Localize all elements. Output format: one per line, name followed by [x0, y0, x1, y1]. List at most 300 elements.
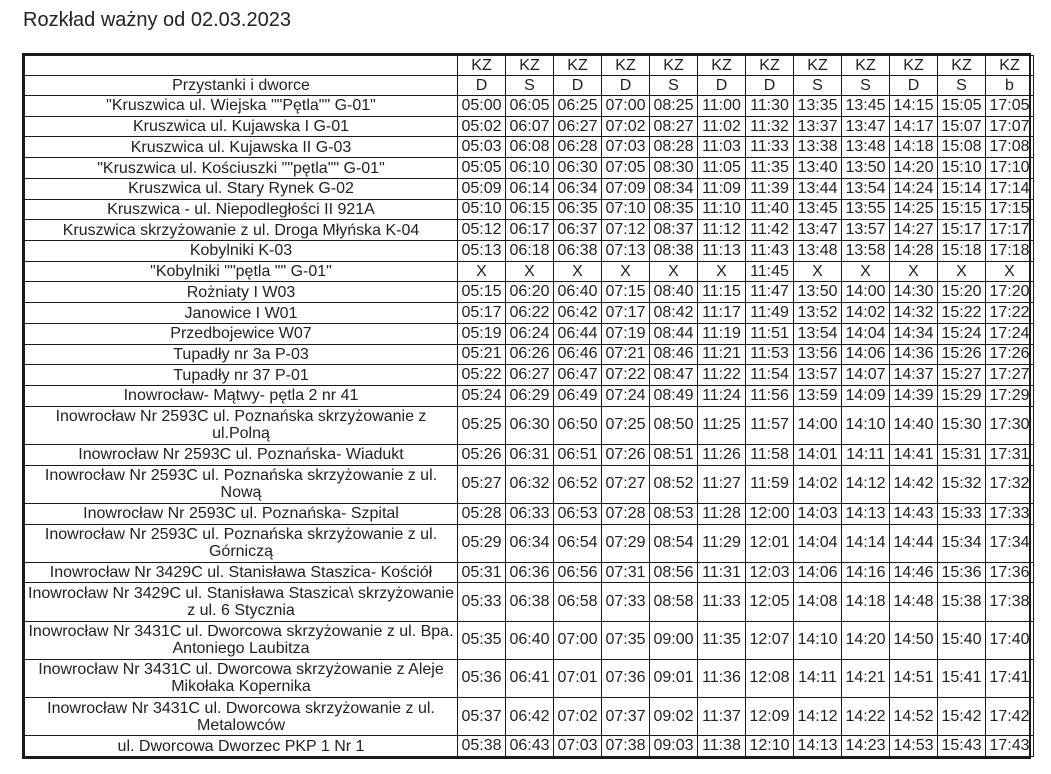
departure-time-cell: 06:42: [506, 697, 554, 735]
departure-time-cell: X: [938, 261, 986, 282]
departure-time-cell: 06:38: [506, 583, 554, 621]
table-row: [25, 137, 1034, 158]
departure-time-cell: 14:28: [890, 241, 938, 262]
departure-time-cell: 14:43: [890, 503, 938, 524]
departure-time-cell: 17:32: [986, 465, 1034, 503]
departure-time-cell: 13:45: [842, 96, 890, 117]
departure-time-cell: 06:32: [506, 465, 554, 503]
departure-time-cell: 14:10: [842, 406, 890, 444]
day-symbol-cell: S: [842, 76, 890, 96]
departure-time-cell: 14:12: [842, 465, 890, 503]
departure-time-cell: 17:42: [986, 697, 1034, 735]
departure-time-cell: 08:35: [650, 199, 698, 220]
departure-time-cell: 14:53: [890, 736, 938, 757]
departure-time-cell: 11:56: [746, 386, 794, 407]
departure-time-cell: 15:27: [938, 365, 986, 386]
departure-time-cell: 08:25: [650, 96, 698, 117]
departure-time-cell: 11:35: [746, 158, 794, 179]
departure-time-cell: 14:23: [842, 736, 890, 757]
departure-time-cell: 06:51: [554, 444, 602, 465]
departure-time-cell: 07:26: [602, 444, 650, 465]
day-symbol-cell: S: [938, 76, 986, 96]
departure-time-cell: 14:44: [890, 524, 938, 562]
departure-time-cell: 15:22: [938, 303, 986, 324]
departure-time-cell: 11:40: [746, 199, 794, 220]
departure-time-cell: 17:40: [986, 621, 1034, 659]
departure-time-cell: 14:08: [794, 583, 842, 621]
departure-time-cell: 11:22: [698, 365, 746, 386]
departure-time-cell: 06:14: [506, 178, 554, 199]
departure-time-cell: 13:47: [842, 116, 890, 137]
departure-time-cell: 05:02: [458, 116, 506, 137]
departure-time-cell: 15:41: [938, 659, 986, 697]
departure-time-cell: 07:35: [602, 621, 650, 659]
departure-time-cell: 05:03: [458, 137, 506, 158]
departure-time-cell: 13:47: [794, 220, 842, 241]
departure-time-cell: 17:20: [986, 282, 1034, 303]
departure-time-cell: 15:38: [938, 583, 986, 621]
page-title: Rozkład ważny od 02.03.2023: [23, 9, 291, 31]
departure-time-cell: 14:36: [890, 344, 938, 365]
departure-time-cell: 08:34: [650, 178, 698, 199]
departure-time-cell: 06:43: [506, 736, 554, 757]
departure-time-cell: 14:13: [794, 736, 842, 757]
departure-time-cell: 14:30: [890, 282, 938, 303]
departure-time-cell: 14:04: [794, 524, 842, 562]
departure-time-cell: 14:01: [794, 444, 842, 465]
departure-time-cell: 08:54: [650, 524, 698, 562]
departure-time-cell: 05:26: [458, 444, 506, 465]
departure-time-cell: 08:42: [650, 303, 698, 324]
departure-time-cell: 11:24: [698, 386, 746, 407]
departure-time-cell: 07:03: [554, 736, 602, 757]
departure-time-cell: 11:58: [746, 444, 794, 465]
departure-time-cell: 17:27: [986, 365, 1034, 386]
departure-time-cell: 11:09: [698, 178, 746, 199]
departure-time-cell: 15:18: [938, 241, 986, 262]
departure-time-cell: X: [794, 261, 842, 282]
departure-time-cell: 06:35: [554, 199, 602, 220]
departure-time-cell: 05:13: [458, 241, 506, 262]
departure-time-cell: 11:47: [746, 282, 794, 303]
departure-time-cell: 05:22: [458, 365, 506, 386]
departure-time-cell: 06:54: [554, 524, 602, 562]
departure-time-cell: 06:30: [554, 158, 602, 179]
departure-time-cell: 12:07: [746, 621, 794, 659]
timetable-container: [22, 53, 1031, 759]
departure-time-cell: 06:34: [506, 524, 554, 562]
departure-time-cell: 06:05: [506, 96, 554, 117]
departure-time-cell: 06:42: [554, 303, 602, 324]
stop-name-cell: Rożniaty I W03: [25, 282, 458, 303]
departure-time-cell: 12:00: [746, 503, 794, 524]
stop-name-cell: "Kruszwica ul. Wiejska ""Pętla"" G-01": [25, 96, 458, 117]
departure-time-cell: 08:58: [650, 583, 698, 621]
departure-time-cell: 11:51: [746, 323, 794, 344]
table-row: [25, 365, 1034, 386]
departure-time-cell: 11:45: [746, 261, 794, 282]
departure-time-cell: 06:40: [506, 621, 554, 659]
departure-time-cell: 17:14: [986, 178, 1034, 199]
table-row: [25, 344, 1034, 365]
departure-time-cell: 17:31: [986, 444, 1034, 465]
departure-time-cell: 05:15: [458, 282, 506, 303]
departure-time-cell: 11:28: [698, 503, 746, 524]
departure-time-cell: 07:02: [602, 116, 650, 137]
departure-time-cell: 17:15: [986, 199, 1034, 220]
departure-time-cell: 05:21: [458, 344, 506, 365]
departure-time-cell: 11:59: [746, 465, 794, 503]
departure-time-cell: 13:50: [842, 158, 890, 179]
stop-name-cell: Inowrocław Nr 3429C ul. Stanisława Staszica\ skrzyżowanie z ul. 6 Stycznia: [25, 583, 458, 621]
departure-time-cell: 14:02: [794, 465, 842, 503]
departure-time-cell: 14:15: [890, 96, 938, 117]
carrier-cell: KZ: [986, 56, 1034, 76]
table-row: [25, 659, 1034, 697]
departure-time-cell: 11:12: [698, 220, 746, 241]
departure-time-cell: 11:49: [746, 303, 794, 324]
carrier-cell: KZ: [698, 56, 746, 76]
departure-time-cell: 09:03: [650, 736, 698, 757]
day-symbol-cell: S: [506, 76, 554, 96]
departure-time-cell: 11:29: [698, 524, 746, 562]
table-row: [25, 96, 1034, 117]
departure-time-cell: 11:15: [698, 282, 746, 303]
day-symbol-cell: D: [890, 76, 938, 96]
departure-time-cell: 05:00: [458, 96, 506, 117]
departure-time-cell: 08:50: [650, 406, 698, 444]
departure-time-cell: 06:08: [506, 137, 554, 158]
departure-time-cell: 17:36: [986, 562, 1034, 583]
departure-time-cell: 13:59: [794, 386, 842, 407]
departure-time-cell: 06:20: [506, 282, 554, 303]
departure-time-cell: 06:37: [554, 220, 602, 241]
departure-time-cell: 08:44: [650, 323, 698, 344]
departure-time-cell: 06:26: [506, 344, 554, 365]
departure-time-cell: 06:10: [506, 158, 554, 179]
stop-name-cell: Inowrocław- Mątwy- pętla 2 nr 41: [25, 386, 458, 407]
departure-time-cell: 07:36: [602, 659, 650, 697]
departure-time-cell: 15:40: [938, 621, 986, 659]
stop-name-cell: "Kruszwica ul. Kościuszki ""pętla"" G-01": [25, 158, 458, 179]
departure-time-cell: 17:26: [986, 344, 1034, 365]
departure-time-cell: 13:37: [794, 116, 842, 137]
departure-time-cell: 06:40: [554, 282, 602, 303]
day-symbol-cell: D: [554, 76, 602, 96]
departure-time-cell: 08:56: [650, 562, 698, 583]
departure-time-cell: 11:05: [698, 158, 746, 179]
departure-time-cell: 14:50: [890, 621, 938, 659]
departure-time-cell: 13:50: [794, 282, 842, 303]
departure-time-cell: 06:07: [506, 116, 554, 137]
departure-time-cell: 17:10: [986, 158, 1034, 179]
departure-time-cell: 14:22: [842, 697, 890, 735]
departure-time-cell: 06:50: [554, 406, 602, 444]
stop-name-cell: Inowrocław Nr 3431C ul. Dworcowa skrzyżowanie z Aleje Mikołaka Kopernika: [25, 659, 458, 697]
stop-name-cell: Inowrocław Nr 2593C ul. Poznańska skrzyżowanie z ul.Polną: [25, 406, 458, 444]
day-symbol-cell: D: [698, 76, 746, 96]
departure-time-cell: 06:41: [506, 659, 554, 697]
departure-time-cell: 11:35: [698, 621, 746, 659]
departure-time-cell: 14:00: [794, 406, 842, 444]
departure-time-cell: 06:27: [554, 116, 602, 137]
departure-time-cell: 05:12: [458, 220, 506, 241]
carrier-cell: KZ: [650, 56, 698, 76]
departure-time-cell: 17:05: [986, 96, 1034, 117]
departure-time-cell: 17:08: [986, 137, 1034, 158]
carrier-cell: KZ: [554, 56, 602, 76]
table-row: [25, 220, 1034, 241]
departure-time-cell: 08:51: [650, 444, 698, 465]
departure-time-cell: 09:01: [650, 659, 698, 697]
table-row: [25, 158, 1034, 179]
departure-time-cell: 14:20: [842, 621, 890, 659]
table-row: [25, 583, 1034, 621]
departure-time-cell: 06:29: [506, 386, 554, 407]
stop-name-cell: Kruszwica - ul. Niepodległości II 921A: [25, 199, 458, 220]
table-row: [25, 524, 1034, 562]
departure-time-cell: 06:31: [506, 444, 554, 465]
departure-time-cell: 05:38: [458, 736, 506, 757]
departure-time-cell: 08:38: [650, 241, 698, 262]
departure-time-cell: 05:36: [458, 659, 506, 697]
departure-time-cell: 07:13: [602, 241, 650, 262]
departure-time-cell: 07:33: [602, 583, 650, 621]
departure-time-cell: 05:17: [458, 303, 506, 324]
departure-time-cell: 14:16: [842, 562, 890, 583]
stop-name-cell: Kruszwica ul. Kujawska II G-03: [25, 137, 458, 158]
departure-time-cell: 14:10: [794, 621, 842, 659]
departure-time-cell: 11:38: [698, 736, 746, 757]
carrier-cell: KZ: [842, 56, 890, 76]
stop-name-cell: Inowrocław Nr 2593C ul. Poznańska- Wiadukt: [25, 444, 458, 465]
departure-time-cell: 12:08: [746, 659, 794, 697]
departure-time-cell: 07:17: [602, 303, 650, 324]
day-symbol-cell: S: [794, 76, 842, 96]
departure-time-cell: 06:34: [554, 178, 602, 199]
departure-time-cell: 14:12: [794, 697, 842, 735]
departure-time-cell: 17:24: [986, 323, 1034, 344]
departure-time-cell: 11:26: [698, 444, 746, 465]
departure-time-cell: 07:19: [602, 323, 650, 344]
departure-time-cell: 13:56: [794, 344, 842, 365]
departure-time-cell: 12:03: [746, 562, 794, 583]
stop-name-cell: Inowrocław Nr 2593C ul. Poznańska- Szpital: [25, 503, 458, 524]
departure-time-cell: 13:57: [842, 220, 890, 241]
departure-time-cell: 11:00: [698, 96, 746, 117]
departure-time-cell: 14:21: [842, 659, 890, 697]
timetable: [24, 55, 1034, 757]
table-row: [25, 621, 1034, 659]
departure-time-cell: 05:35: [458, 621, 506, 659]
departure-time-cell: 08:27: [650, 116, 698, 137]
departure-time-cell: 14:40: [890, 406, 938, 444]
departure-time-cell: 07:01: [554, 659, 602, 697]
table-row: [25, 697, 1034, 735]
departure-time-cell: 13:54: [794, 323, 842, 344]
departure-time-cell: 05:25: [458, 406, 506, 444]
departure-time-cell: 08:47: [650, 365, 698, 386]
departure-time-cell: 14:18: [890, 137, 938, 158]
stop-name-cell: Przedbojewice W07: [25, 323, 458, 344]
departure-time-cell: 11:30: [746, 96, 794, 117]
header-corner-cell: [25, 56, 458, 76]
departure-time-cell: 15:20: [938, 282, 986, 303]
departure-time-cell: 17:41: [986, 659, 1034, 697]
departure-time-cell: X: [890, 261, 938, 282]
departure-time-cell: 15:26: [938, 344, 986, 365]
departure-time-cell: 13:38: [794, 137, 842, 158]
table-row: [25, 199, 1034, 220]
departure-time-cell: 06:52: [554, 465, 602, 503]
departure-time-cell: 06:53: [554, 503, 602, 524]
departure-time-cell: 13:40: [794, 158, 842, 179]
departure-time-cell: 14:42: [890, 465, 938, 503]
departure-time-cell: 06:33: [506, 503, 554, 524]
carrier-cell: KZ: [506, 56, 554, 76]
day-symbol-cell: S: [650, 76, 698, 96]
departure-time-cell: 11:27: [698, 465, 746, 503]
departure-time-cell: 06:17: [506, 220, 554, 241]
departure-time-cell: 15:17: [938, 220, 986, 241]
departure-time-cell: 13:48: [794, 241, 842, 262]
departure-time-cell: 11:13: [698, 241, 746, 262]
departure-time-cell: 15:36: [938, 562, 986, 583]
departure-time-cell: 05:10: [458, 199, 506, 220]
departure-time-cell: 12:01: [746, 524, 794, 562]
departure-time-cell: X: [650, 261, 698, 282]
departure-time-cell: 07:02: [554, 697, 602, 735]
departure-time-cell: 07:00: [602, 96, 650, 117]
departure-time-cell: 14:11: [842, 444, 890, 465]
departure-time-cell: 14:34: [890, 323, 938, 344]
departure-time-cell: 07:03: [602, 137, 650, 158]
departure-time-cell: 11:32: [746, 116, 794, 137]
departure-time-cell: 14:48: [890, 583, 938, 621]
departure-time-cell: 14:52: [890, 697, 938, 735]
carrier-cell: KZ: [458, 56, 506, 76]
table-row: [25, 178, 1034, 199]
departure-time-cell: X: [698, 261, 746, 282]
departure-time-cell: 13:55: [842, 199, 890, 220]
departure-time-cell: 11:36: [698, 659, 746, 697]
departure-time-cell: 07:10: [602, 199, 650, 220]
departure-time-cell: 15:14: [938, 178, 986, 199]
departure-time-cell: 06:27: [506, 365, 554, 386]
day-symbol-cell: D: [602, 76, 650, 96]
departure-time-cell: 15:31: [938, 444, 986, 465]
departure-time-cell: 15:08: [938, 137, 986, 158]
departure-time-cell: 06:56: [554, 562, 602, 583]
departure-time-cell: 11:33: [746, 137, 794, 158]
departure-time-cell: 14:14: [842, 524, 890, 562]
table-row: [25, 261, 1034, 282]
departure-time-cell: 13:58: [842, 241, 890, 262]
stop-name-cell: Inowrocław Nr 2593C ul. Poznańska skrzyżowanie z ul. Nową: [25, 465, 458, 503]
departure-time-cell: 05:31: [458, 562, 506, 583]
departure-time-cell: 06:49: [554, 386, 602, 407]
departure-time-cell: X: [506, 261, 554, 282]
departure-time-cell: 14:25: [890, 199, 938, 220]
stop-name-cell: Inowrocław Nr 2593C ul. Poznańska skrzyżowanie z ul. Górniczą: [25, 524, 458, 562]
departure-time-cell: 14:27: [890, 220, 938, 241]
stop-name-cell: Inowrocław Nr 3431C ul. Dworcowa skrzyżowanie z ul. Metalowców: [25, 697, 458, 735]
table-row: [25, 503, 1034, 524]
departure-time-cell: 08:37: [650, 220, 698, 241]
departure-time-cell: 07:24: [602, 386, 650, 407]
departure-time-cell: 06:46: [554, 344, 602, 365]
stop-name-cell: Tupadły nr 37 P-01: [25, 365, 458, 386]
departure-time-cell: X: [986, 261, 1034, 282]
departure-time-cell: 08:52: [650, 465, 698, 503]
departure-time-cell: 11:54: [746, 365, 794, 386]
departure-time-cell: 06:36: [506, 562, 554, 583]
departure-time-cell: 15:05: [938, 96, 986, 117]
departure-time-cell: 08:49: [650, 386, 698, 407]
departure-time-cell: X: [842, 261, 890, 282]
departure-time-cell: 15:34: [938, 524, 986, 562]
departure-time-cell: 14:04: [842, 323, 890, 344]
departure-time-cell: 07:00: [554, 621, 602, 659]
departure-time-cell: 17:07: [986, 116, 1034, 137]
departure-time-cell: 07:37: [602, 697, 650, 735]
departure-time-cell: 12:05: [746, 583, 794, 621]
carrier-cell: KZ: [794, 56, 842, 76]
departure-time-cell: 14:41: [890, 444, 938, 465]
departure-time-cell: 07:31: [602, 562, 650, 583]
departure-time-cell: 11:03: [698, 137, 746, 158]
departure-time-cell: 17:30: [986, 406, 1034, 444]
departure-time-cell: 11:42: [746, 220, 794, 241]
departure-time-cell: 14:18: [842, 583, 890, 621]
departure-time-cell: 08:30: [650, 158, 698, 179]
departure-time-cell: 06:15: [506, 199, 554, 220]
table-row: [25, 406, 1034, 444]
departure-time-cell: 06:18: [506, 241, 554, 262]
departure-time-cell: 05:19: [458, 323, 506, 344]
departure-time-cell: 15:07: [938, 116, 986, 137]
departure-time-cell: 07:15: [602, 282, 650, 303]
departure-time-cell: 11:02: [698, 116, 746, 137]
departure-time-cell: 06:44: [554, 323, 602, 344]
departure-time-cell: 07:05: [602, 158, 650, 179]
stop-name-cell: Tupadły nr 3a P-03: [25, 344, 458, 365]
departure-time-cell: 13:35: [794, 96, 842, 117]
departure-time-cell: 09:00: [650, 621, 698, 659]
departure-time-cell: 14:20: [890, 158, 938, 179]
departure-time-cell: 05:24: [458, 386, 506, 407]
departure-time-cell: 17:22: [986, 303, 1034, 324]
departure-time-cell: 06:38: [554, 241, 602, 262]
departure-time-cell: 14:06: [842, 344, 890, 365]
departure-time-cell: 09:02: [650, 697, 698, 735]
departure-time-cell: 06:22: [506, 303, 554, 324]
departure-time-cell: 14:11: [794, 659, 842, 697]
departure-time-cell: 05:33: [458, 583, 506, 621]
departure-time-cell: X: [602, 261, 650, 282]
day-symbol-cell: D: [458, 76, 506, 96]
header-row-symbols: [25, 76, 1034, 96]
stops-header-label: Przystanki i dworce: [25, 76, 458, 96]
departure-time-cell: 07:28: [602, 503, 650, 524]
departure-time-cell: 15:10: [938, 158, 986, 179]
departure-time-cell: 07:38: [602, 736, 650, 757]
timetable-body: [25, 56, 1034, 757]
departure-time-cell: 15:43: [938, 736, 986, 757]
departure-time-cell: 13:54: [842, 178, 890, 199]
departure-time-cell: 17:29: [986, 386, 1034, 407]
departure-time-cell: 06:47: [554, 365, 602, 386]
